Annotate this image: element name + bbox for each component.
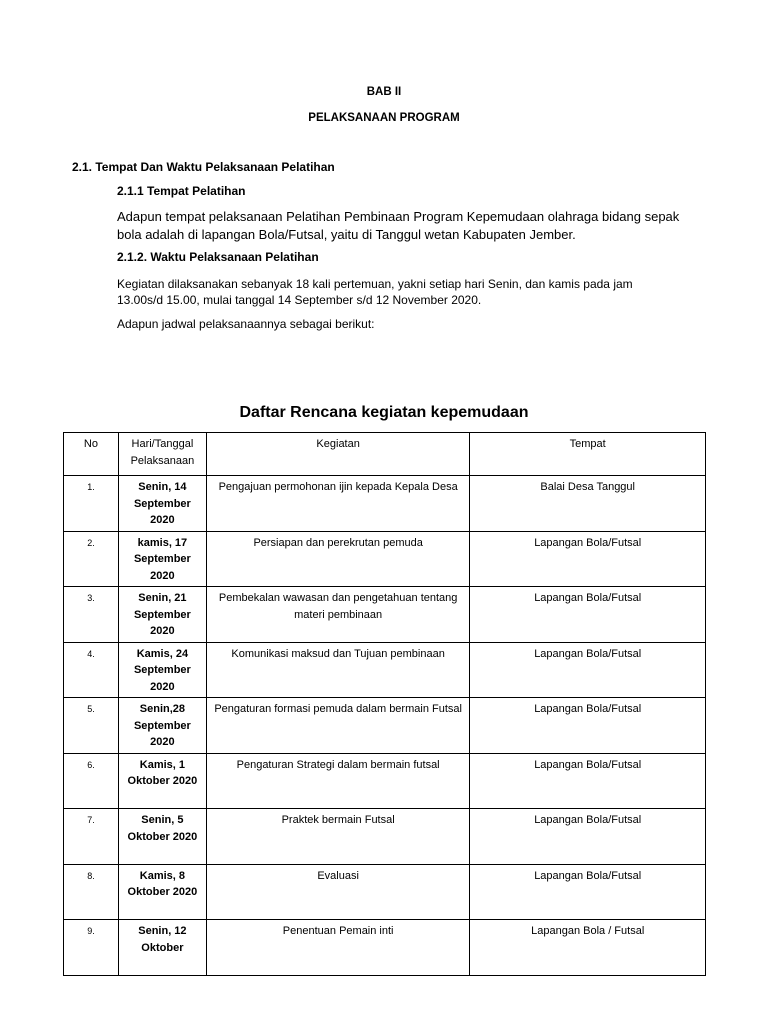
header-tempat: Tempat xyxy=(470,433,706,476)
row-date: Kamis, 8 Oktober 2020 xyxy=(118,864,206,920)
row-date: Kamis, 24 September 2020 xyxy=(118,642,206,698)
row-kegiatan: Pengajuan permohonan ijin kepada Kepala Desa xyxy=(206,476,470,532)
row-number: 9. xyxy=(64,920,119,976)
row-tempat: Lapangan Bola/Futsal xyxy=(470,809,706,865)
section-heading-2-1: 2.1. Tempat Dan Waktu Pelaksanaan Pelatihan xyxy=(72,160,335,174)
row-date: kamis, 17 September 2020 xyxy=(118,531,206,587)
row-number: 6. xyxy=(64,753,119,809)
row-date: Senin, 14 September 2020 xyxy=(118,476,206,532)
row-tempat: Lapangan Bola/Futsal xyxy=(470,864,706,920)
subsection-heading-2-1-2: 2.1.2. Waktu Pelaksanaan Pelatihan xyxy=(117,250,319,264)
row-tempat: Lapangan Bola / Futsal xyxy=(470,920,706,976)
row-number: 5. xyxy=(64,698,119,754)
row-number: 4. xyxy=(64,642,119,698)
table-row xyxy=(64,809,706,865)
table-header-row xyxy=(64,433,706,476)
row-tempat: Lapangan Bola/Futsal xyxy=(470,698,706,754)
chapter-label: BAB II xyxy=(366,86,402,98)
row-number: 1. xyxy=(64,476,119,532)
row-date: Senin, 21 September 2020 xyxy=(118,587,206,643)
row-tempat: Lapangan Bola/Futsal xyxy=(470,531,706,587)
schedule-table-body xyxy=(64,476,706,976)
row-date: Kamis, 1 Oktober 2020 xyxy=(118,753,206,809)
row-number: 2. xyxy=(64,531,119,587)
table-title: Daftar Rencana kegiatan kepemudaan xyxy=(239,404,529,421)
row-tempat: Balai Desa Tanggul xyxy=(470,476,706,532)
subsection-heading-2-1-1: 2.1.1 Tempat Pelatihan xyxy=(117,184,246,198)
row-kegiatan: Penentuan Pemain inti xyxy=(206,920,470,976)
paragraph-jadwal-intro: Adapun jadwal pelaksanaannya sebagai berikut: xyxy=(117,317,375,331)
table-row xyxy=(64,753,706,809)
row-date: Senin, 12 Oktober xyxy=(118,920,206,976)
row-number: 3. xyxy=(64,587,119,643)
chapter-title: PELAKSANAAN PROGRAM xyxy=(308,112,460,124)
row-kegiatan: Pengaturan Strategi dalam bermain futsal xyxy=(206,753,470,809)
row-number: 7. xyxy=(64,809,119,865)
table-row xyxy=(64,864,706,920)
row-kegiatan: Komunikasi maksud dan Tujuan pembinaan xyxy=(206,642,470,698)
row-number: 8. xyxy=(64,864,119,920)
row-kegiatan: Pembekalan wawasan dan pengetahuan tentang materi pembinaan xyxy=(206,587,470,643)
table-row xyxy=(64,698,706,754)
table-row xyxy=(64,920,706,976)
schedule-table xyxy=(63,432,706,976)
paragraph-tempat: Adapun tempat pelaksanaan Pelatihan Pembinaan Program Kepemudaan olahraga bidang sepak bola adalah di lapangan Bola/Futsal, yaitu di Tanggul wetan Kabupaten Jember. xyxy=(117,209,680,242)
table-row xyxy=(64,587,706,643)
row-date: Senin,28 September 2020 xyxy=(118,698,206,754)
table-row xyxy=(64,642,706,698)
header-date: Hari/Tanggal Pelaksanaan xyxy=(118,433,206,476)
table-row xyxy=(64,531,706,587)
row-kegiatan: Evaluasi xyxy=(206,864,470,920)
table-row xyxy=(64,476,706,532)
row-kegiatan: Pengaturan formasi pemuda dalam bermain Futsal xyxy=(206,698,470,754)
row-tempat: Lapangan Bola/Futsal xyxy=(470,753,706,809)
header-no: No xyxy=(64,433,119,476)
row-date: Senin, 5 Oktober 2020 xyxy=(118,809,206,865)
paragraph-waktu: Kegiatan dilaksanakan sebanyak 18 kali pertemuan, yakni setiap hari Senin, dan kamis pada jam 13.00s/d 15.00, mulai tanggal 14 September s/d 12 November 2020. xyxy=(117,277,633,307)
row-tempat: Lapangan Bola/Futsal xyxy=(470,642,706,698)
row-tempat: Lapangan Bola/Futsal xyxy=(470,587,706,643)
header-kegiatan: Kegiatan xyxy=(206,433,470,476)
row-kegiatan: Persiapan dan perekrutan pemuda xyxy=(206,531,470,587)
row-kegiatan: Praktek bermain Futsal xyxy=(206,809,470,865)
